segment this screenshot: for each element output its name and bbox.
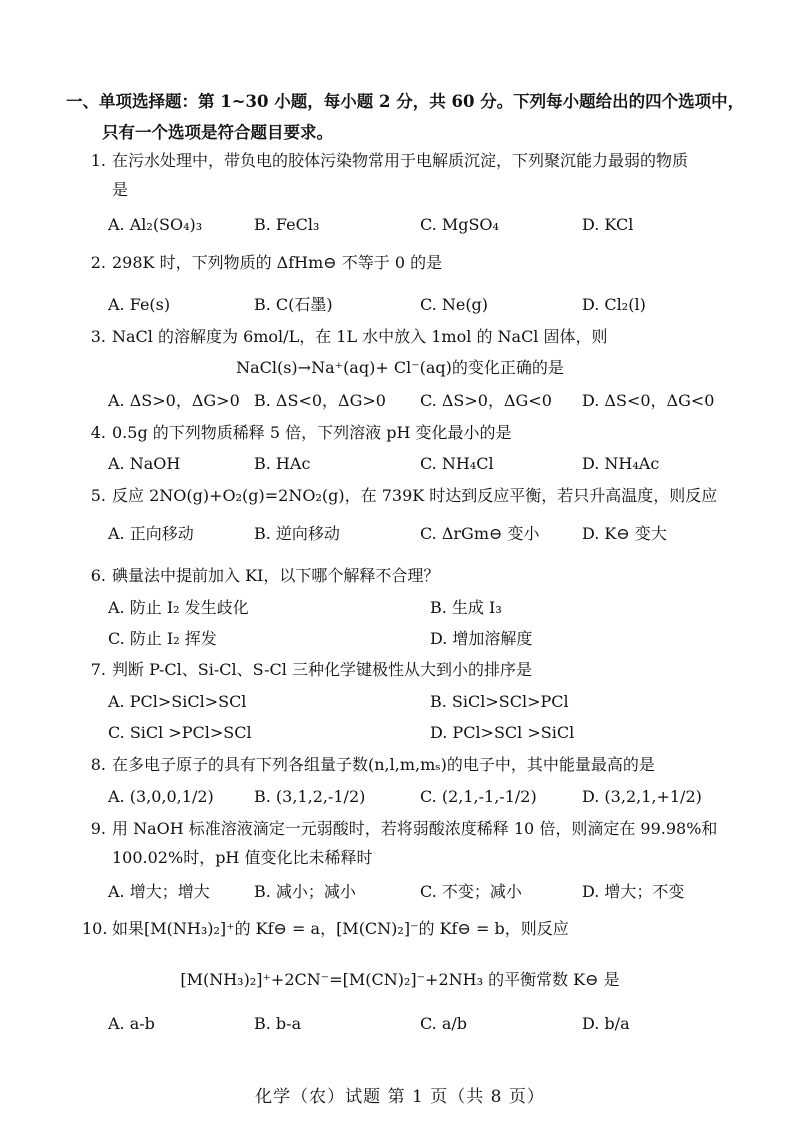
option-b: B. SiCl>SCl>PCl [430,692,569,711]
options-3 [108,386,748,415]
option-a: A. ΔS>0，ΔG>0 [108,391,240,410]
option-c: C. ΔrGm⊖ 变小 [420,524,540,543]
option-d: D. Cl₂(l) [582,295,646,314]
options-7-row2 [108,718,748,747]
option-c: C. ΔS>0，ΔG<0 [420,391,552,410]
option-b: B. ΔS<0，ΔG>0 [254,391,386,410]
section-heading-line1: 一、单项选择题：第 1~30 小题，每小题 2 分，共 60 分。下列每小题给出的四个选项中， [66,92,745,111]
option-d: D. 增加溶解度 [430,629,533,648]
option-b: B. (3,1,2,-1/2) [254,787,366,806]
options-7-row1 [108,687,748,716]
option-a: A. 正向移动 [108,524,194,543]
question-text: NaCl 的溶解度为 6mol/L，在 1L 水中放入 1mol 的 NaCl 固体，则 [112,327,608,346]
options-5 [108,519,748,548]
option-d: D. ΔS<0，ΔG<0 [582,391,715,410]
question-3-equation: NaCl(s)→Na⁺(aq)+ Cl⁻(aq)的变化正确的是 [236,358,564,377]
option-b: B. 减小；减小 [254,882,356,901]
question-1 [82,146,722,204]
page-footer: 化学（农）试题 第 1 页（共 8 页） [255,1087,545,1107]
question-number: 2. [90,253,106,272]
option-a: A. NaOH [108,454,181,473]
options-6-row1 [108,593,748,622]
option-b: B. FeCl₃ [254,215,320,234]
question-text: 298K 时，下列物质的 ΔfHm⊖ 不等于 0 的是 [112,253,443,272]
question-text: 用 NaOH 标准溶液滴定一元弱酸时，若将弱酸浓度稀释 10 倍，则滴定在 99.98%和 [112,819,718,838]
question-number: 4. [90,423,106,442]
question-text: 0.5g 的下列物质稀释 5 倍，下列溶液 pH 变化最小的是 [112,423,512,442]
option-d: D. b/a [582,1014,630,1033]
section-heading [66,86,766,148]
option-d: D. NH₄Ac [582,454,660,473]
question-number: 10. [82,919,108,938]
option-d: D. KCl [582,215,634,234]
question-text-cont: 100.02%时，pH 值变化比未稀释时 [112,848,373,867]
question-text: 反应 2NO(g)+O₂(g)=2NO₂(g)，在 739K 时达到反应平衡，若只升高温度，则反应 [112,486,718,505]
option-b: B. 生成 I₃ [430,598,502,617]
option-d: D. (3,2,1,+1/2) [582,787,702,806]
question-3 [82,322,722,351]
option-c: C. 不变；减小 [420,882,522,901]
options-10 [108,1009,748,1038]
option-a: A. PCl>SiCl>SCl [108,692,247,711]
question-7 [82,655,722,684]
question-text: 如果[M(NH₃)₂]⁺的 Kf⊖ = a，[M(CN)₂]⁻的 Kf⊖ = b，则反应 [112,919,569,938]
option-b: B. 逆向移动 [254,524,340,543]
question-6 [82,561,722,590]
option-b: B. C(石墨) [254,295,333,314]
option-c: C. a/b [420,1014,468,1033]
option-d: D. PCl>SCl >SiCl [430,723,575,742]
options-8 [108,782,748,811]
question-number: 7. [90,660,106,679]
option-a: A. 增大；增大 [108,882,210,901]
question-number: 3. [90,327,106,346]
section-heading-line2: 只有一个选项是符合题目要求。 [102,123,333,142]
question-number: 9. [90,819,106,838]
question-2 [82,248,722,277]
question-9 [82,814,722,872]
options-2 [108,290,748,319]
option-a: A. a-b [108,1014,155,1033]
question-4 [82,418,722,447]
option-a: A. (3,0,0,1/2) [108,787,214,806]
question-text: 在多电子原子的具有下列各组量子数(n,l,m,mₛ)的电子中，其中能量最高的是 [112,755,655,774]
options-1 [108,210,748,239]
option-c: C. (2,1,-1,-1/2) [420,787,537,806]
question-10 [82,914,722,943]
option-c: C. Ne(g) [420,295,489,314]
options-4 [108,449,748,478]
option-c: C. MgSO₄ [420,215,499,234]
options-6-row2 [108,624,748,653]
option-b: B. HAc [254,454,311,473]
option-a: A. 防止 I₂ 发生歧化 [108,598,249,617]
option-a: A. Al₂(SO₄)₃ [108,215,203,234]
question-number: 6. [90,566,106,585]
question-number: 8. [90,755,106,774]
option-c: C. NH₄Cl [420,454,494,473]
question-text: 判断 P-Cl、Si-Cl、S-Cl 三种化学键极性从大到小的排序是 [112,660,532,679]
option-d: D. 增大；不变 [582,882,685,901]
question-text-cont: 是 [112,180,129,199]
question-number: 5. [90,486,106,505]
option-a: A. Fe(s) [108,295,171,314]
options-9 [108,877,748,906]
question-text: 在污水处理中，带负电的胶体污染物常用于电解质沉淀，下列聚沉能力最弱的物质 [112,151,689,170]
question-10-equation: [M(NH₃)₂]⁺+2CN⁻=[M(CN)₂]⁻+2NH₃ 的平衡常数 K⊖ 是 [180,970,620,989]
question-number: 1. [90,151,106,170]
option-b: B. b-a [254,1014,302,1033]
option-d: D. K⊖ 变大 [582,524,667,543]
question-8 [82,750,722,779]
question-5 [82,481,722,510]
question-text: 碘量法中提前加入 KI，以下哪个解释不合理？ [112,566,440,585]
option-c: C. SiCl >PCl>SCl [108,723,252,742]
option-c: C. 防止 I₂ 挥发 [108,629,217,648]
